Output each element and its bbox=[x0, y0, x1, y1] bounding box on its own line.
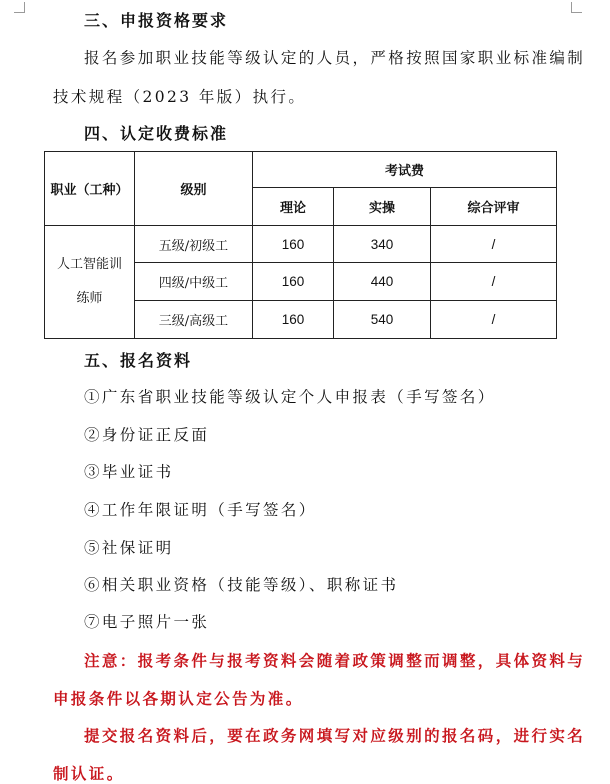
margin-corner-mark-right bbox=[571, 2, 582, 13]
fee-table bbox=[44, 151, 557, 339]
level-cell: 三级/高级工 bbox=[135, 301, 253, 339]
occupation-line1: 人工智能训 bbox=[56, 257, 122, 272]
header-level: 级别 bbox=[135, 152, 253, 226]
header-practice: 实操 bbox=[334, 188, 431, 226]
list-item: ⑥相关职业资格（技能等级）、职称证书 bbox=[84, 576, 399, 594]
review-cell: / bbox=[431, 263, 557, 301]
list-item: ⑦电子照片一张 bbox=[84, 613, 210, 631]
section3-heading: 三、申报资格要求 bbox=[84, 11, 229, 30]
section3-paragraph-line1: 报名参加职业技能等级认定的人员，严格按照国家职业标准编制 bbox=[84, 49, 586, 67]
practice-cell: 340 bbox=[334, 226, 431, 263]
header-occupation: 职业（工种） bbox=[45, 152, 135, 226]
theory-cell: 160 bbox=[253, 263, 334, 301]
list-item: ⑤社保证明 bbox=[84, 539, 174, 557]
theory-cell: 160 bbox=[253, 226, 334, 263]
table-row bbox=[45, 226, 557, 263]
notice-line1: 注意：报考条件与报考资料会随着政策调整而调整，具体资料与 bbox=[84, 651, 586, 670]
level-cell: 四级/中级工 bbox=[135, 263, 253, 301]
occupation-line2: 练师 bbox=[76, 291, 103, 306]
level-cell: 五级/初级工 bbox=[135, 226, 253, 263]
list-item: ③毕业证书 bbox=[84, 463, 174, 481]
list-item: ②身份证正反面 bbox=[84, 426, 210, 444]
header-theory: 理论 bbox=[253, 188, 334, 226]
practice-cell: 440 bbox=[334, 263, 431, 301]
review-cell: / bbox=[431, 226, 557, 263]
header-exam-fee: 考试费 bbox=[253, 152, 557, 188]
section5-heading: 五、报名资料 bbox=[84, 351, 193, 370]
margin-corner-mark-left bbox=[14, 2, 25, 13]
section4-heading: 四、认定收费标准 bbox=[84, 124, 229, 143]
header-review: 综合评审 bbox=[431, 188, 557, 226]
submit-line2: 制认证。 bbox=[53, 764, 125, 783]
occupation-cell bbox=[45, 226, 135, 339]
list-item: ①广东省职业技能等级认定个人申报表（手写签名） bbox=[84, 388, 496, 406]
list-item: ④工作年限证明（手写签名） bbox=[84, 501, 317, 519]
submit-line1: 提交报名资料后，要在政务网填写对应级别的报名码，进行实名 bbox=[84, 726, 586, 745]
notice-line2: 申报条件以各期认定公告为准。 bbox=[53, 689, 304, 708]
practice-cell: 540 bbox=[334, 301, 431, 339]
theory-cell: 160 bbox=[253, 301, 334, 339]
section3-paragraph-line2: 技术规程（2023 年版）执行。 bbox=[53, 88, 307, 106]
review-cell: / bbox=[431, 301, 557, 339]
